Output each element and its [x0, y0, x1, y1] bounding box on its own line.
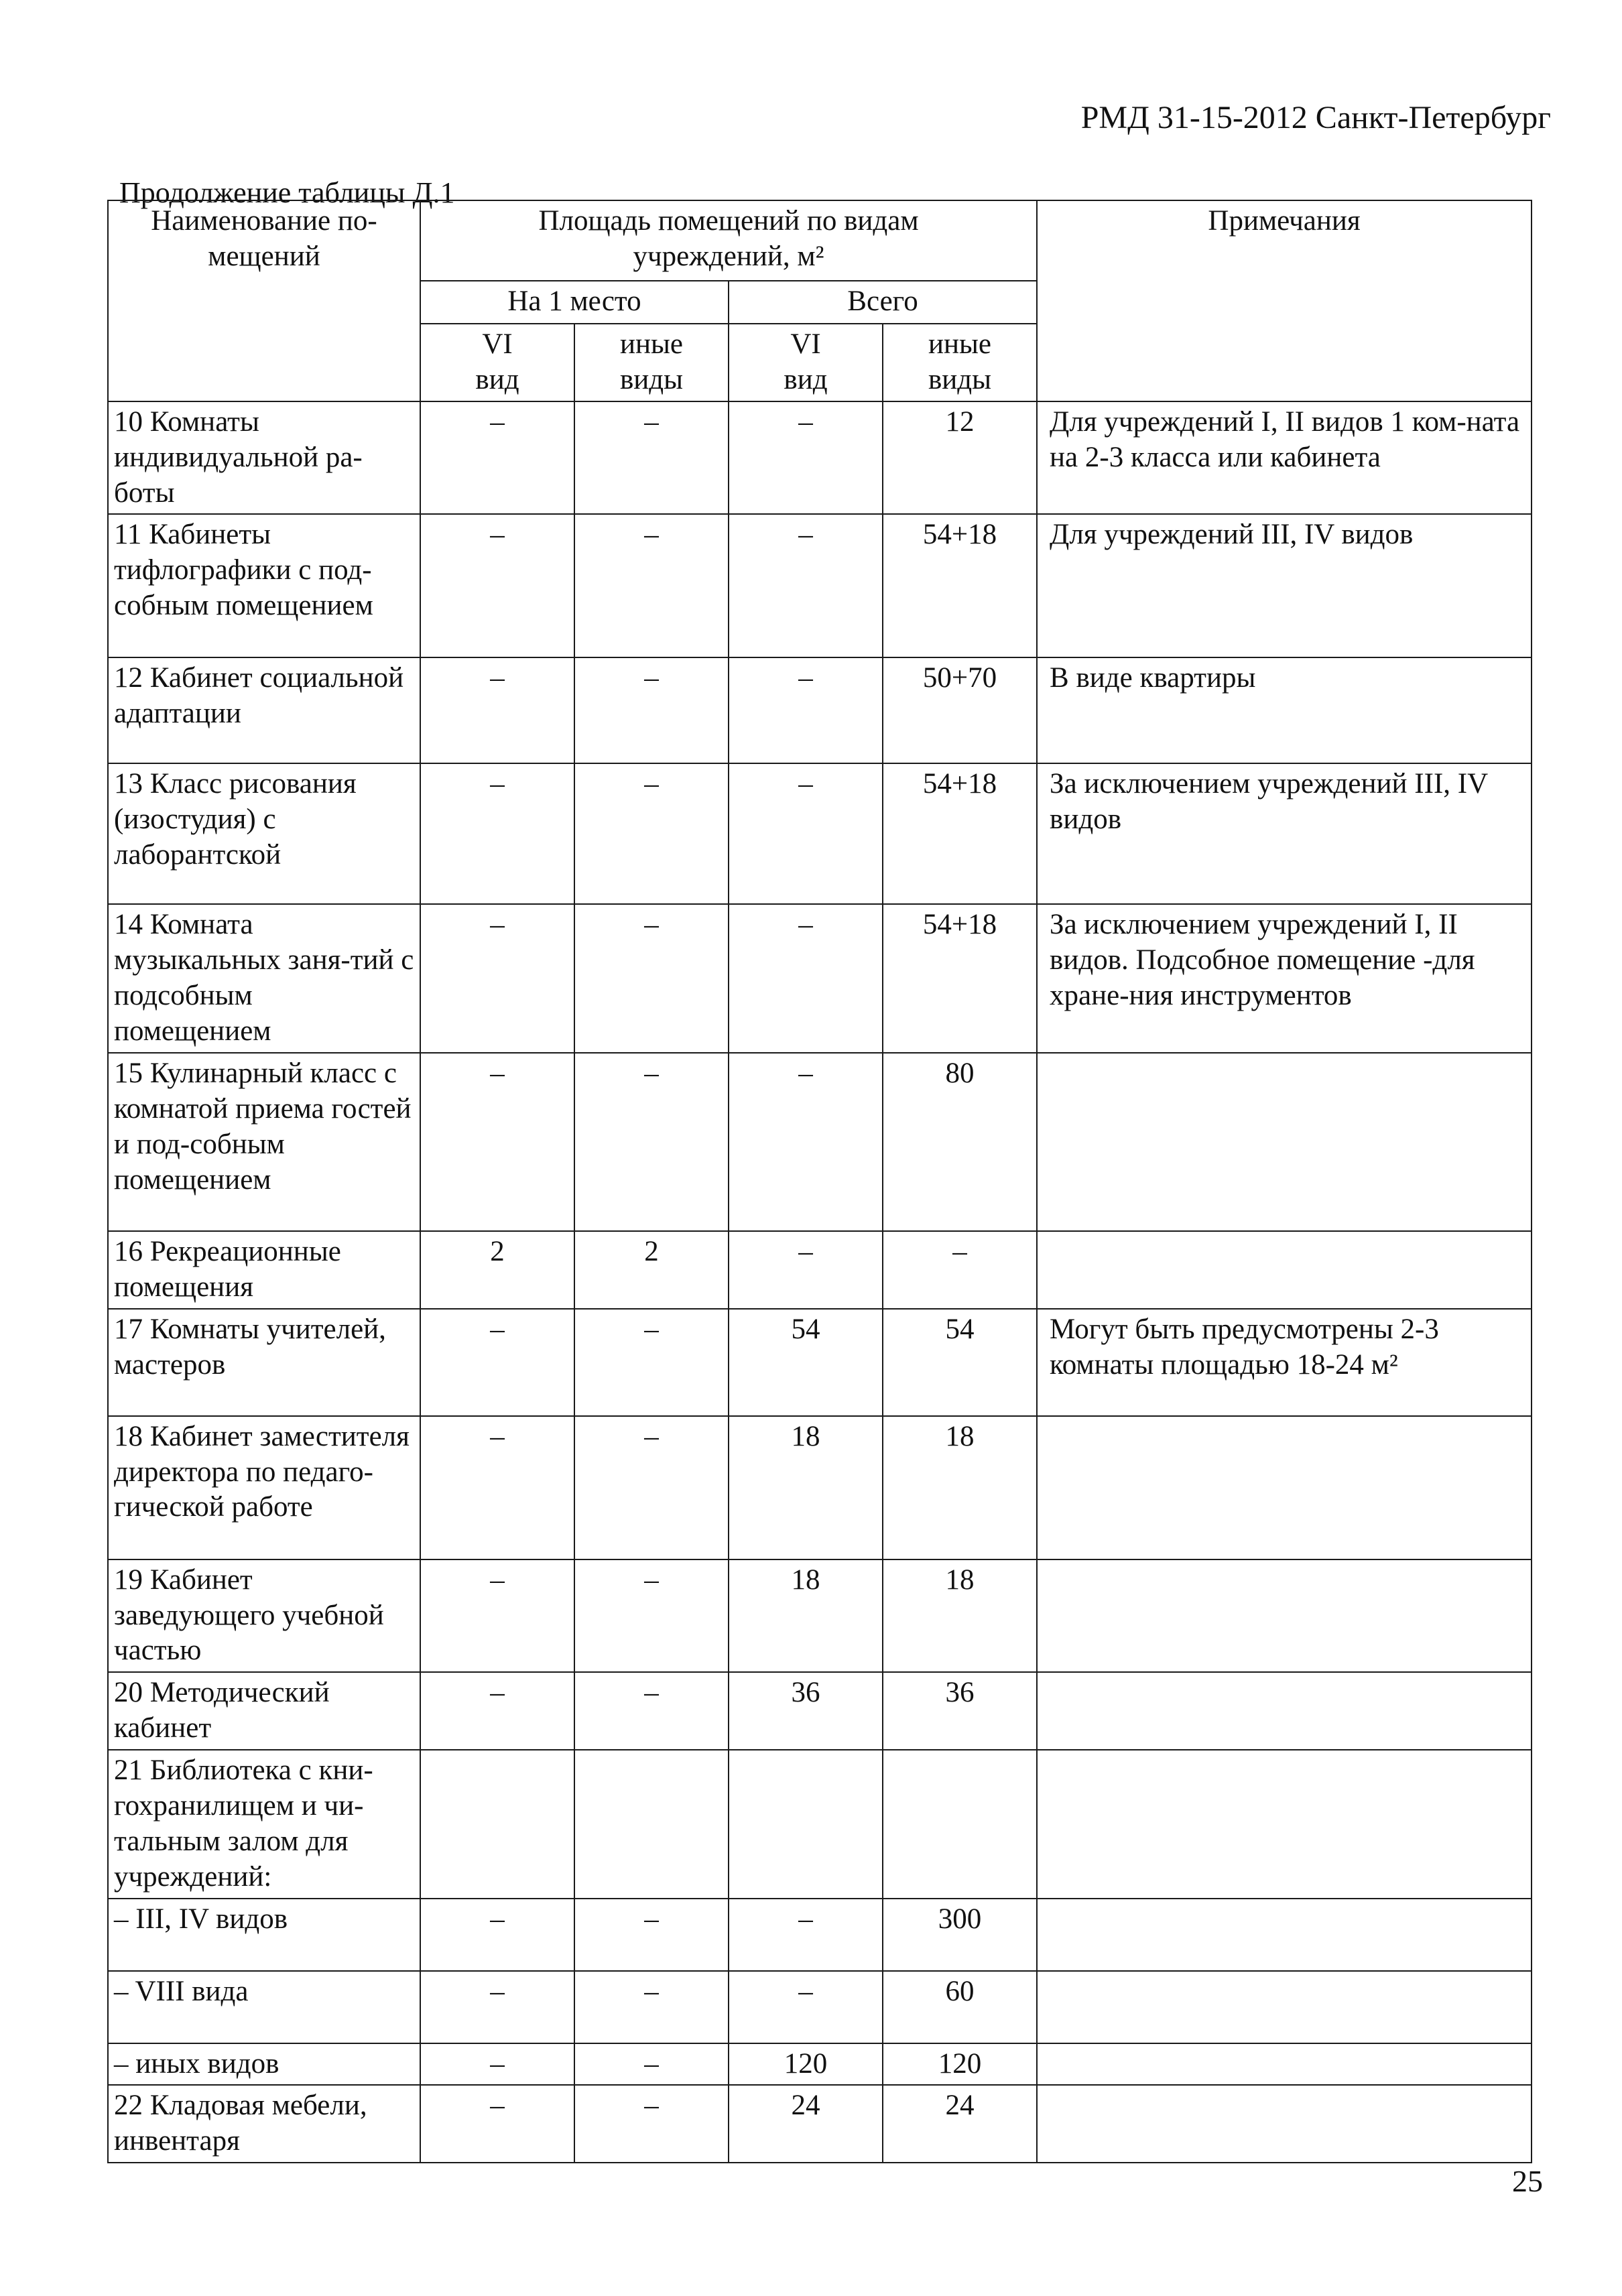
row-note	[1037, 1416, 1532, 1559]
per-place-vi-cell: –	[420, 1053, 574, 1231]
table-row	[108, 1416, 1532, 1559]
per-place-other-cell: –	[574, 2085, 729, 2163]
row-note	[1037, 1750, 1532, 1899]
per-place-other-cell: –	[574, 1672, 729, 1750]
total-other-cell: 120	[883, 2043, 1037, 2086]
row-name: 19 Кабинет заведующего учебной частью	[108, 1559, 420, 1673]
total-vi-cell	[729, 1750, 883, 1899]
per-place-vi-cell: –	[420, 514, 574, 657]
total-vi-cell: –	[729, 657, 883, 763]
row-name: 20 Методический кабинет	[108, 1672, 420, 1750]
header-per-place: На 1 место	[420, 281, 729, 324]
row-name: 16 Рекреационные помещения	[108, 1231, 420, 1309]
page-number: 25	[1512, 2164, 1543, 2198]
per-place-vi-cell: –	[420, 1416, 574, 1559]
header-per-place-other: иные виды	[574, 324, 729, 401]
per-place-other-cell: –	[574, 401, 729, 515]
per-place-other-cell: –	[574, 1899, 729, 1971]
table-row	[108, 1672, 1532, 1750]
per-place-vi-cell: –	[420, 1309, 574, 1416]
total-vi-cell: –	[729, 1053, 883, 1231]
total-other-cell	[883, 1750, 1037, 1899]
per-place-vi-cell: 2	[420, 1231, 574, 1309]
total-other-cell: 50+70	[883, 657, 1037, 763]
row-name: 12 Кабинет социальной адаптации	[108, 657, 420, 763]
per-place-vi-cell: –	[420, 904, 574, 1053]
total-vi-cell: –	[729, 514, 883, 657]
per-place-other-cell: –	[574, 904, 729, 1053]
table-row	[108, 1559, 1532, 1673]
table-row	[108, 657, 1532, 763]
per-place-vi-cell: –	[420, 1672, 574, 1750]
per-place-other-cell: –	[574, 657, 729, 763]
total-other-cell: 54+18	[883, 514, 1037, 657]
row-note: За исключением учреждений I, II видов. Подсобное помещение -для хране-ния инструментов	[1037, 904, 1532, 1053]
total-vi-cell: 18	[729, 1559, 883, 1673]
per-place-vi-cell: –	[420, 1899, 574, 1971]
table-body	[108, 401, 1532, 2163]
row-name: 21 Библиотека с кни-гохранилищем и чи-тальным залом для учреждений:	[108, 1750, 420, 1899]
total-vi-cell: –	[729, 763, 883, 904]
table-row	[108, 904, 1532, 1053]
table-row	[108, 1750, 1532, 1899]
row-note: Для учреждений I, II видов 1 ком-ната на 2-3 класса или кабинета	[1037, 401, 1532, 515]
row-note: Могут быть предусмотрены 2-3 комнаты площадью 18-24 м²	[1037, 1309, 1532, 1416]
row-name: 18 Кабинет заместителя директора по педаго-гической работе	[108, 1416, 420, 1559]
header-name: Наименование по-мещений	[108, 200, 420, 401]
per-place-other-cell: –	[574, 1053, 729, 1231]
per-place-vi-cell: –	[420, 401, 574, 515]
table-row	[108, 2043, 1532, 2086]
row-note: За исключением учреждений III, IV видов	[1037, 763, 1532, 904]
header-area-line2: учреждений, м²	[633, 240, 824, 272]
row-note: В виде квартиры	[1037, 657, 1532, 763]
total-vi-cell: –	[729, 401, 883, 515]
per-place-other-cell: –	[574, 2043, 729, 2086]
table-row	[108, 1309, 1532, 1416]
total-vi-cell: 18	[729, 1416, 883, 1559]
total-vi-cell: –	[729, 1231, 883, 1309]
total-other-cell: 80	[883, 1053, 1037, 1231]
table-row	[108, 1971, 1532, 2043]
row-name: 13 Класс рисования (изостудия) с лаборантской	[108, 763, 420, 904]
document-code-header: РМД 31-15-2012 Санкт-Петербург	[1080, 100, 1551, 135]
per-place-vi-cell: –	[420, 2085, 574, 2163]
total-other-cell: 300	[883, 1899, 1037, 1971]
per-place-other-cell: –	[574, 1309, 729, 1416]
per-place-other-cell: –	[574, 1971, 729, 2043]
per-place-vi-cell: –	[420, 2043, 574, 2086]
total-vi-cell: 24	[729, 2085, 883, 2163]
row-name: – III, IV видов	[108, 1899, 420, 1971]
total-other-cell: 54	[883, 1309, 1037, 1416]
per-place-other-cell	[574, 1750, 729, 1899]
row-note	[1037, 1231, 1532, 1309]
total-vi-cell: –	[729, 1971, 883, 2043]
total-other-cell: 36	[883, 1672, 1037, 1750]
row-name: 15 Кулинарный класс с комнатой приема гостей и под-собным помещением	[108, 1053, 420, 1231]
row-note	[1037, 2043, 1532, 2086]
total-other-cell: 54+18	[883, 904, 1037, 1053]
header-area-line1: Площадь помещений по видам	[538, 205, 919, 237]
table-row	[108, 2085, 1532, 2163]
per-place-other-cell: 2	[574, 1231, 729, 1309]
per-place-vi-cell: –	[420, 1559, 574, 1673]
header-total-vi: VI вид	[729, 324, 883, 401]
row-name: 11 Кабинеты тифлографики с под-собным помещением	[108, 514, 420, 657]
per-place-vi-cell: –	[420, 1971, 574, 2043]
total-other-cell: –	[883, 1231, 1037, 1309]
premises-area-table	[107, 200, 1532, 2163]
total-other-cell: 18	[883, 1416, 1037, 1559]
row-note	[1037, 1559, 1532, 1673]
table-row	[108, 763, 1532, 904]
table-row	[108, 1231, 1532, 1309]
row-note: Для учреждений III, IV видов	[1037, 514, 1532, 657]
header-total-other: иные виды	[883, 324, 1037, 401]
total-vi-cell: –	[729, 1899, 883, 1971]
row-name: 17 Комнаты учителей, мастеров	[108, 1309, 420, 1416]
table-header	[108, 200, 1532, 401]
row-note	[1037, 1672, 1532, 1750]
per-place-vi-cell: –	[420, 657, 574, 763]
header-area-group	[420, 200, 1037, 281]
per-place-other-cell: –	[574, 514, 729, 657]
header-notes: Примечания	[1037, 200, 1532, 401]
table-caption: Продолжение таблицы Д.1	[119, 176, 455, 209]
row-note	[1037, 1053, 1532, 1231]
table-row	[108, 1053, 1532, 1231]
total-vi-cell: 54	[729, 1309, 883, 1416]
row-name: 14 Комната музыкальных заня-тий с подсобным помещением	[108, 904, 420, 1053]
total-vi-cell: 120	[729, 2043, 883, 2086]
row-name: – иных видов	[108, 2043, 420, 2086]
per-place-vi-cell: –	[420, 763, 574, 904]
table-row	[108, 514, 1532, 657]
table-row	[108, 401, 1532, 515]
total-other-cell: 18	[883, 1559, 1037, 1673]
total-other-cell: 12	[883, 401, 1037, 515]
total-other-cell: 60	[883, 1971, 1037, 2043]
row-name: – VIII вида	[108, 1971, 420, 2043]
header-total: Всего	[729, 281, 1037, 324]
total-other-cell: 24	[883, 2085, 1037, 2163]
row-note	[1037, 1971, 1532, 2043]
row-note	[1037, 1899, 1532, 1971]
per-place-other-cell: –	[574, 1416, 729, 1559]
table-row	[108, 1899, 1532, 1971]
per-place-other-cell: –	[574, 1559, 729, 1673]
per-place-vi-cell	[420, 1750, 574, 1899]
total-vi-cell: –	[729, 904, 883, 1053]
row-name: 10 Комнаты индивидуальной ра-боты	[108, 401, 420, 515]
row-name: 22 Кладовая мебели, инвентаря	[108, 2085, 420, 2163]
total-other-cell: 54+18	[883, 763, 1037, 904]
per-place-other-cell: –	[574, 763, 729, 904]
total-vi-cell: 36	[729, 1672, 883, 1750]
header-per-place-vi: VI вид	[420, 324, 574, 401]
row-note	[1037, 2085, 1532, 2163]
